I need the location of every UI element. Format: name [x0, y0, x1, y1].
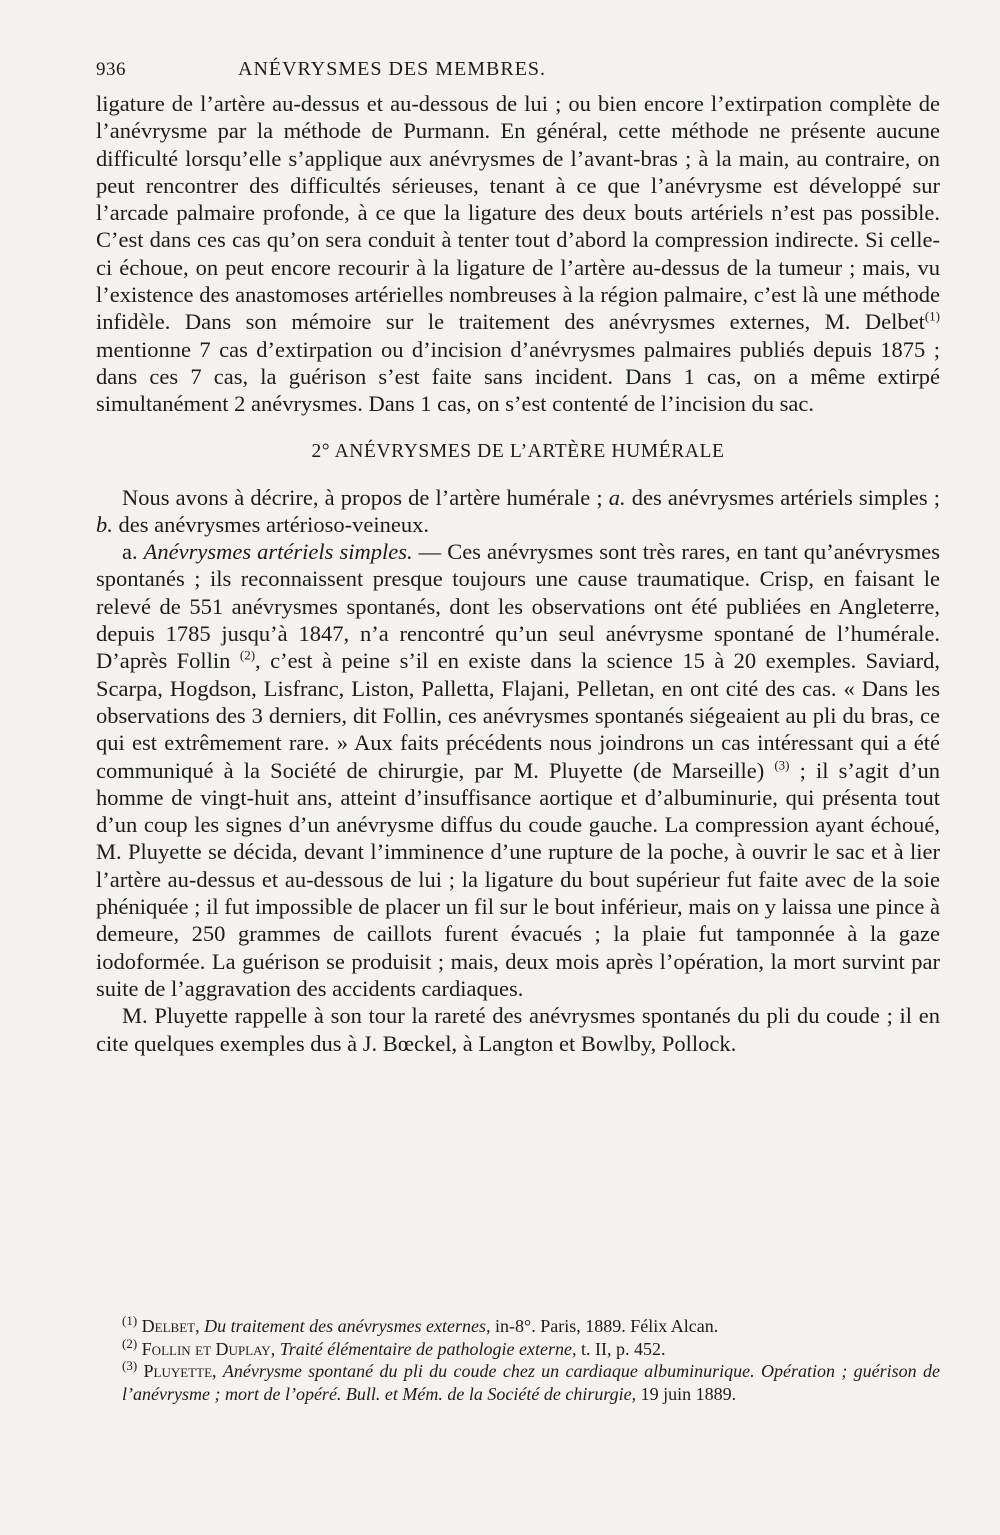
- footnote-rest: in-8°. Paris, 1889. Félix Alcan.: [490, 1316, 719, 1336]
- footnote-ref: (3): [774, 757, 790, 773]
- list-marker: a.: [122, 539, 144, 565]
- footnote-title: Du traitement des anévrysmes externes,: [204, 1316, 491, 1336]
- paragraph-intro: [96, 484, 940, 539]
- page-header: [96, 58, 940, 90]
- footnote: [96, 1315, 940, 1338]
- paragraph-text: , c’est à peine s’il en existe dans la science 15 à 20 exemples. Saviard, Scarpa, Hogdson, Lisfranc, Liston, Palletta, Flajani, Pelletan, en ont cité des cas. « Dans les observations des 3 derniers, dit Follin, ces anévrysmes spontanés siégeaient au pli du bras, ce qui est extrêmement rare. » Aux faits précédents nous joindrons un cas intéressant qui a été communiqué à la Société de chirurgie, par M. Pluyette (de Marseille): [96, 648, 940, 783]
- footnote-mark: (1): [122, 1313, 138, 1328]
- paragraph-simple-aneurysms: [96, 538, 940, 1002]
- paragraph-pluyette: M. Pluyette rappelle à son tour la rareté des anévrysmes spontanés du pli du coude ; il en cite quelques exemples dus à J. Bœckel, à Langton et Bowlby, Pollock.: [96, 1003, 940, 1056]
- paragraph-text: des anévrysmes artérioso-veineux.: [112, 511, 430, 537]
- footnote-ref: (1): [924, 308, 940, 324]
- list-marker: a.: [608, 484, 626, 510]
- paragraph-text: des anévrysmes artériels simples ;: [625, 484, 940, 510]
- footnote-mark: (3): [122, 1358, 138, 1373]
- footnote-title: Anévrysme spontané du pli du coude chez un cardiaque albuminurique. Opération ; guérison de l’anévrysme ; mort de l’opéré. Bull. et Mém. de la Société de chirurgie,: [122, 1361, 940, 1404]
- footnote-author: Follin et Duplay,: [141, 1338, 276, 1359]
- footnote-author: Delbet,: [141, 1316, 200, 1336]
- list-marker: b.: [96, 511, 113, 537]
- footnote-title: Traité élémentaire de pathologie externe,: [279, 1338, 577, 1359]
- paragraph-text: ligature de l’artère au-dessus et au-dessous de lui ; ou bien encore l’extirpation complète de l’anévrysme par la méthode de Purmann. En général, cette méthode ne présente aucune difficulté lorsqu’elle s’applique aux anévrysmes de l’avant-bras ; à la main, au contraire, on peut rencontrer des difficultés sérieuses, tenant à ce que l’anévrysme est développé sur l’arcade palmaire profonde, à ce que la ligature des deux bouts artériels n’est pas possible. C’est dans ces cas qu’on sera conduit à tenter tout d’abord la compression indirecte. Si celle-ci échoue, on peut encore recourir à la ligature de l’artère au-dessus de la tumeur ; mais, vu l’existence des anastomoses artérielles nombreuses à la région palmaire, c’est là une méthode infidèle. Dans son mémoire sur le traitement des anévrysmes externes, M. Delbet: [96, 91, 940, 335]
- footnote-rest: t. II, p. 452.: [576, 1338, 666, 1359]
- running-title: ANÉVRYSMES DES MEMBRES.: [238, 58, 547, 80]
- body-text: [96, 90, 940, 1057]
- paragraph-text: — Ces anévrysmes sont très rares, en tant qu’anévrysmes spontanés ; ils reconnaissent presque toujours une cause traumatique. Crisp, en faisant le relevé de 551 anévrysmes spontanés, dont les observations ont été publiées en Angleterre, depuis 1785 jusqu’à 1847, n’a rencontré qu’un seul anévrysme spontané de l’humérale. D’après Follin: [96, 539, 940, 674]
- footnote: [96, 1360, 940, 1405]
- page-number: 936: [96, 59, 126, 80]
- footnote-mark: (2): [122, 1335, 138, 1351]
- paragraph-continuation: [96, 90, 940, 418]
- footnote-author: Pluyette,: [143, 1361, 217, 1381]
- footnotes: [96, 1315, 940, 1405]
- footnote-rest: 19 juin 1889.: [636, 1383, 737, 1404]
- paragraph-text: mentionne 7 cas d’extirpation ou d’incision d’anévrysmes palmaires publiés depuis 1875 ; dans ces 7 cas, la guérison s’est faite sans incident. Dans 1 cas, on a même extirpé simultanément 2 anévrysmes. Dans 1 cas, on s’est contenté de l’incision du sac.: [96, 336, 940, 417]
- paragraph-text: ; il s’agit d’un homme de vingt-huit ans, atteint d’insuffisance aortique et d’albuminurie, qui présenta tout d’un coup les signes d’un anévrysme diffus du coude gauche. La compression ayant échoué, M. Pluyette se décida, devant l’imminence d’une rupture de la poche, à ouvrir le sac et à lier l’artère au-dessus et au-dessous de lui ; la ligature du bout supérieur fut faite avec de la soie phéniquée ; il fut impossible de placer un fil sur le bout inférieur, mais on y laissa une pince à demeure, 250 grammes de caillots furent évacués ; la plaie fut tamponnée à la gaze iodoformée. La guérison se produisit ; mais, deux mois après l’opération, la mort survint par suite de l’aggravation des accidents cardiaques.: [96, 757, 941, 1001]
- section-title: 2° ANÉVRYSMES DE L’ARTÈRE HUMÉRALE: [311, 440, 725, 462]
- subsection-title: Anévrysmes artériels simples.: [143, 539, 413, 565]
- footnote-ref: (2): [239, 647, 256, 663]
- paragraph-text: Nous avons à décrire, à propos de l’artère humérale ;: [122, 484, 609, 510]
- footnote: [96, 1335, 940, 1361]
